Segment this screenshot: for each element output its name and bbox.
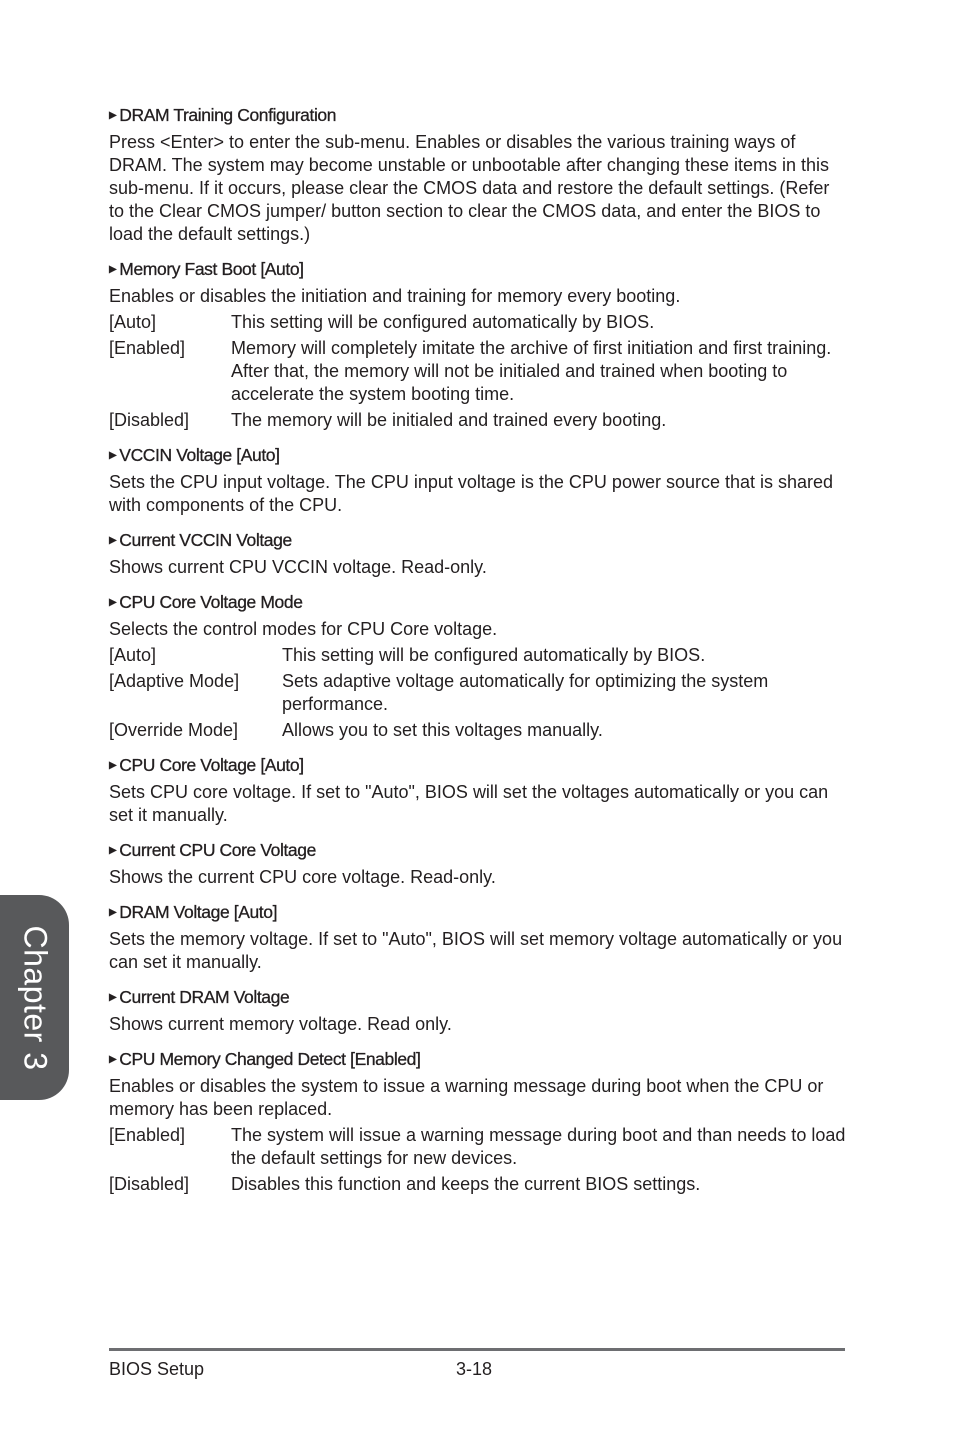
option-value: [Enabled] <box>109 1125 186 1145</box>
chapter-tab <box>0 895 69 1100</box>
option-row <box>109 409 849 432</box>
option-row <box>109 1173 849 1196</box>
setting-title: CPU Core Voltage [Auto] <box>119 755 304 775</box>
option-row <box>109 670 849 716</box>
setting-heading <box>109 257 849 282</box>
option-row <box>109 719 849 742</box>
setting-heading <box>109 985 849 1010</box>
option-description: The system will issue a warning message during boot and than needs to load the default settings for new devices. <box>231 1125 846 1168</box>
option-description: This setting will be configured automatically by BIOS. <box>231 312 655 332</box>
option-description: The memory will be initialed and trained every booting. <box>231 410 667 430</box>
setting-title: Current VCCIN Voltage <box>119 530 292 550</box>
option-value: [Enabled] <box>109 338 186 358</box>
option-row <box>109 311 849 334</box>
setting-heading <box>109 528 849 553</box>
manual-content <box>109 103 849 1207</box>
setting-heading <box>109 103 849 128</box>
option-row <box>109 644 849 667</box>
setting-section <box>109 1047 849 1196</box>
chapter-tab-label: Chapter 3 <box>17 924 53 1071</box>
option-value: [Adaptive Mode] <box>109 671 240 691</box>
setting-title: CPU Core Voltage Mode <box>119 592 303 612</box>
setting-section <box>109 590 849 742</box>
triangle-bullet-icon: ▶ <box>109 760 117 771</box>
setting-section <box>109 257 849 432</box>
setting-section <box>109 900 849 974</box>
setting-description: Shows the current CPU core voltage. Read-only. <box>109 867 496 887</box>
option-value: [Disabled] <box>109 1174 190 1194</box>
setting-description: Shows current CPU VCCIN voltage. Read-only. <box>109 557 487 577</box>
triangle-bullet-icon: ▶ <box>109 845 117 856</box>
setting-title: Current CPU Core Voltage <box>119 840 316 860</box>
option-row <box>109 1124 849 1170</box>
setting-title: DRAM Voltage [Auto] <box>119 902 278 922</box>
setting-section <box>109 528 849 579</box>
setting-heading <box>109 838 849 863</box>
setting-heading <box>109 590 849 615</box>
setting-description: Shows current memory voltage. Read only. <box>109 1014 452 1034</box>
setting-section <box>109 103 849 246</box>
setting-title: DRAM Training Configuration <box>119 105 337 125</box>
triangle-bullet-icon: ▶ <box>109 110 117 121</box>
footer-section-title: BIOS Setup <box>109 1359 205 1379</box>
setting-section <box>109 838 849 889</box>
option-description: This setting will be configured automatically by BIOS. <box>282 645 706 665</box>
triangle-bullet-icon: ▶ <box>109 992 117 1003</box>
setting-description: Enables or disables the system to issue a warning message during boot when the CPU or memory has been replaced. <box>109 1076 824 1119</box>
triangle-bullet-icon: ▶ <box>109 535 117 546</box>
triangle-bullet-icon: ▶ <box>109 264 117 275</box>
option-value: [Auto] <box>109 645 157 665</box>
setting-heading <box>109 900 849 925</box>
page-number: 3-18 <box>456 1359 493 1379</box>
option-row <box>109 337 849 406</box>
setting-description: Sets CPU core voltage. If set to "Auto", BIOS will set the voltages automatically or you can set it manually. <box>109 782 829 825</box>
setting-heading <box>109 1047 849 1072</box>
option-value: [Override Mode] <box>109 720 239 740</box>
setting-title: VCCIN Voltage [Auto] <box>119 445 280 465</box>
triangle-bullet-icon: ▶ <box>109 907 117 918</box>
option-value: [Auto] <box>109 312 157 332</box>
triangle-bullet-icon: ▶ <box>109 450 117 461</box>
setting-title: CPU Memory Changed Detect [Enabled] <box>119 1049 421 1069</box>
option-value: [Disabled] <box>109 410 190 430</box>
triangle-bullet-icon: ▶ <box>109 1054 117 1065</box>
setting-section <box>109 985 849 1036</box>
setting-title: Current DRAM Voltage <box>119 987 290 1007</box>
setting-description: Enables or disables the initiation and training for memory every booting. <box>109 286 681 306</box>
setting-heading <box>109 753 849 778</box>
triangle-bullet-icon: ▶ <box>109 597 117 608</box>
setting-description: Press <Enter> to enter the sub-menu. Enables or disables the various training ways of DRAM. The system may become unstable or unbootable after changing these items in this sub-menu. If it occurs, please clear the CMOS data and restore the default settings. (Refer to the Clear CMOS jumper/ button section to clear the CMOS data, and enter the BIOS to load the default settings.) <box>109 132 830 244</box>
option-description: Sets adaptive voltage automatically for optimizing the system performance. <box>282 671 769 714</box>
setting-description: Sets the CPU input voltage. The CPU input voltage is the CPU power source that is shared with components of the CPU. <box>109 472 834 515</box>
option-description: Memory will completely imitate the archive of first initiation and first training. After that, the memory will not be initialed and trained when booting to accelerate the system booting time. <box>231 338 832 404</box>
option-description: Disables this function and keeps the current BIOS settings. <box>231 1174 701 1194</box>
setting-section <box>109 753 849 827</box>
setting-heading <box>109 443 849 468</box>
setting-description: Selects the control modes for CPU Core voltage. <box>109 619 498 639</box>
setting-section <box>109 443 849 517</box>
option-description: Allows you to set this voltages manually. <box>282 720 603 740</box>
setting-title: Memory Fast Boot [Auto] <box>119 259 304 279</box>
setting-description: Sets the memory voltage. If set to "Auto", BIOS will set memory voltage automatically or you can set it manually. <box>109 929 843 972</box>
footer-divider <box>109 1348 845 1351</box>
